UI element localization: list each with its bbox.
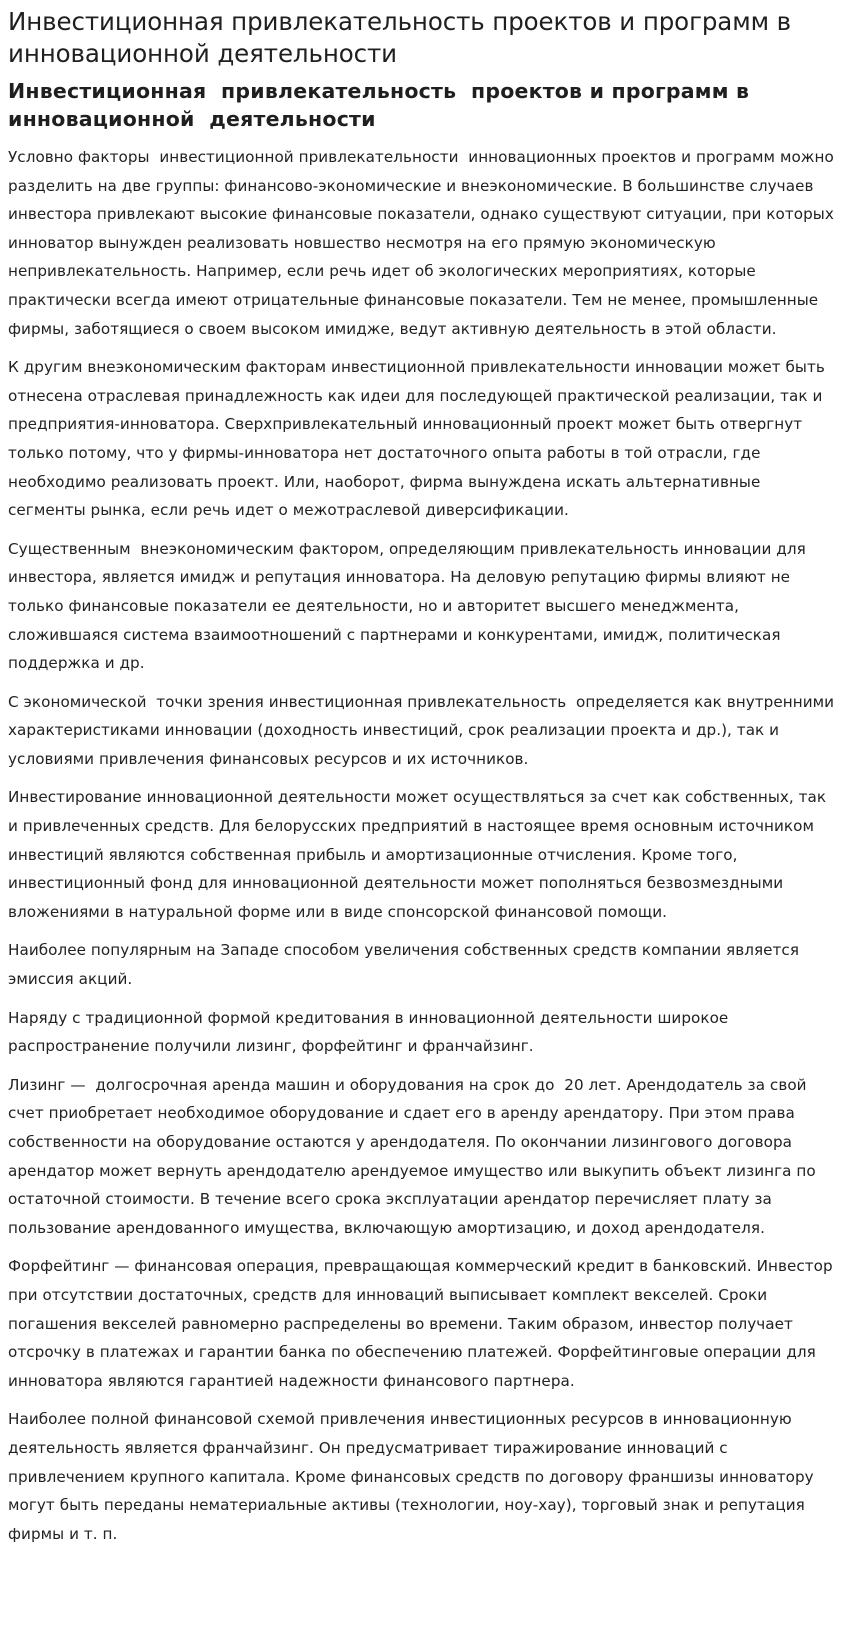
document-title: Инвестиционная привлекательность проектов и программ в инновационной деятельности xyxy=(8,7,792,68)
paragraph-leasing: Лизинг — долгосрочная аренда машин и оборудования на срок до 20 лет. Арендодатель за свой счет приобретает необходимое оборудование и сдает его в аренду арендатору. При этом права собственности на оборудование остаются у арендодателя. По окончании лизингового договора арендатор может вернуть арендодателю арендуемое имущество или выкупить объект лизинга по остаточной стоимости. В течение всего срока эксплуатации арендатор перечисляет плату за пользование арендованного имущества, включающую амортизацию, и доход арендодателя. xyxy=(8,1075,821,1237)
paragraph-forfeiting: Форфейтинг — финансовая операция, превращающая коммерческий кредит в банковский. Инвестор при отсутствии достаточных, средств для инноваций выписывает комплект векселей. Сроки погашения векселей равномерно распределены во времени. Таким образом, инвестор получает отсрочку в платежах и гарантии банка по обеспечению платежей. Форфейтинговые операции для инноватора являются гарантией надежности финансового партнера. xyxy=(8,1257,838,1390)
paragraph-industry: К другим внеэкономическим факторам инвестиционной привлекательности инновации может быть отнесена отраслевая принадлежность как идеи для последующей практической реализации, так и предприятия-инноватора. Сверхпривлекательный инновационный проект может быть отвергнут только потому, что у фирмы-инноватора нет достаточного опыта работы в той отрасли, где необходимо реализовать проект. Или, наоборот, фирма вынуждена искать альтернативные сегменты рынка, если речь идет о межотраслевой диверсификации. xyxy=(8,358,830,520)
section-heading: Инвестиционная привлекательность проектов и программ в инновационной деятельности xyxy=(8,79,757,131)
paragraph-credit-forms: Наряду с традиционной формой кредитования в инновационной деятельности широкое распространение получили лизинг, форфейтинг и франчайзинг. xyxy=(8,1008,734,1056)
paragraph-shares: Наиболее популярным на Западе способом увеличения собственных средств компании является эмиссия акций. xyxy=(8,941,804,989)
paragraph-franchising: Наиболее полной финансовой схемой привлечения инвестиционных ресурсов в инновационную деятельность является франчайзинг. Он предусматривает тиражирование инноваций с привлечением крупного капитала. Кроме финансовых средств по договору франшизы инноватору могут быть переданы нематериальные активы (технологии, ноу-хау), торговый знак и репутация фирмы и т. п. xyxy=(8,1410,819,1543)
paragraph-economic: С экономической точки зрения инвестиционная привлекательность определяется как внутренними характеристиками инновации (доходность инвестиций, срок реализации проекта и др.), так и условиями привлечения финансовых ресурсов и их источников. xyxy=(8,692,839,768)
paragraph-financing: Инвестирование инновационной деятельности может осуществляться за счет как собственных, так и привлеченных средств. Для белорусских предприятий в настоящее время основным источником инвестиций являются собственная прибыль и амортизационные отчисления. Кроме того, инвестиционный фонд для инновационной деятельности может пополняться безвозмездными вложениями в натуральной форме или в виде спонсорской финансовой помощи. xyxy=(8,788,832,921)
document-body xyxy=(8,143,839,1548)
paragraph-reputation: Существенным внеэкономическим фактором, определяющим привлекательность инновации для инвестора, является имидж и репутация инноватора. На деловую репутацию фирмы влияют не только финансовые показатели ее деятельности, но и авторитет высшего менеджмента, сложившаяся система взаимоотношений с партнерами и конкурентами, имидж, политическая поддержка и др. xyxy=(8,539,811,673)
paragraph-factors: Условно факторы инвестиционной привлекательности инновационных проектов и программ можно разделить на две группы: финансово-экономические и внеэкономические. В большинстве случаев инвестора привлекают высокие финансовые показатели, однако существуют ситуации, при которых инноватор вынужден реализовать новшество несмотря на его прямую экономическую непривлекательность. Например, если речь идет об экологических мероприятиях, которые практически всегда имеют отрицательные финансовые показатели. Тем не менее, промышленные фирмы, заботящиеся о своем высоком имидже, ведут активную деятельность в этой области. xyxy=(8,148,839,338)
